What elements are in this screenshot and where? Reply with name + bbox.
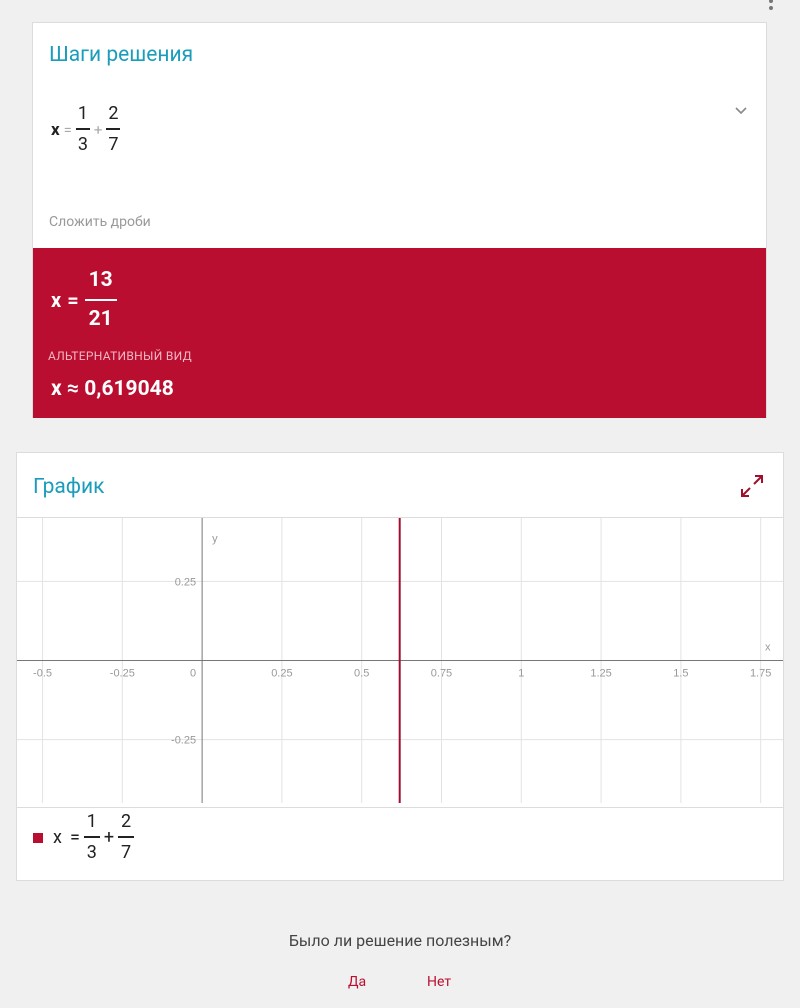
feedback-question: Было ли решение полезным? — [288, 931, 512, 950]
step-equation: x = $\frac{1}{3}$ + $\frac{2}{7}$ — [51, 103, 119, 155]
expand-icon[interactable] — [739, 473, 765, 499]
y-tick-label: -0.25 — [171, 734, 197, 747]
fraction: $\frac{1}{3}$ — [77, 103, 88, 155]
x-tick-label: 0.25 — [271, 667, 293, 680]
approximate-value: x ≈ 0,619048 — [51, 377, 174, 401]
graph-card — [16, 452, 784, 881]
x-tick-label: -0.5 — [33, 667, 53, 680]
x-axis-label: x — [765, 641, 771, 654]
graph-legend: x = $\frac{1}{3}$ + $\frac{2}{7}$ — [33, 813, 134, 862]
x-tick-label: 0.5 — [354, 667, 370, 680]
steps-title: Шаги решения — [49, 43, 194, 67]
more-menu-icon[interactable] — [764, 0, 778, 12]
feedback-yes-button[interactable]: Да — [348, 974, 367, 990]
result-panel — [33, 248, 766, 418]
legend-swatch — [33, 833, 43, 843]
result-equation: x = $\frac{13}{21}$ — [51, 270, 117, 330]
graph-plot[interactable] — [17, 518, 783, 803]
fraction: $\frac{2}{7}$ — [108, 103, 119, 155]
x-tick-label: 1.5 — [673, 667, 689, 680]
fraction: $\frac{13}{21}$ — [85, 270, 117, 330]
step-description: Сложить дроби — [49, 214, 151, 230]
x-tick-label: 1.25 — [590, 667, 612, 680]
x-tick-label: 1.75 — [749, 667, 772, 680]
alternative-form-label: АЛЬТЕРНАТИВНЫЙ ВИД — [48, 349, 192, 363]
feedback-no-button[interactable]: Нет — [427, 974, 452, 990]
chevron-down-icon[interactable] — [733, 103, 749, 119]
x-tick-label: 0 — [190, 667, 197, 680]
plot-area[interactable] — [17, 517, 783, 808]
fraction: $\frac{2}{7}$ — [118, 813, 134, 862]
x-tick-label: 0.75 — [430, 667, 453, 680]
y-tick-label: 0.25 — [174, 576, 197, 589]
x-tick-label: -0.25 — [109, 667, 135, 680]
graph-title: График — [33, 475, 105, 499]
solution-steps-card — [32, 22, 767, 418]
y-axis-label: y — [212, 533, 218, 545]
fraction: $\frac{1}{3}$ — [84, 813, 100, 862]
x-tick-label: 1 — [518, 667, 525, 680]
